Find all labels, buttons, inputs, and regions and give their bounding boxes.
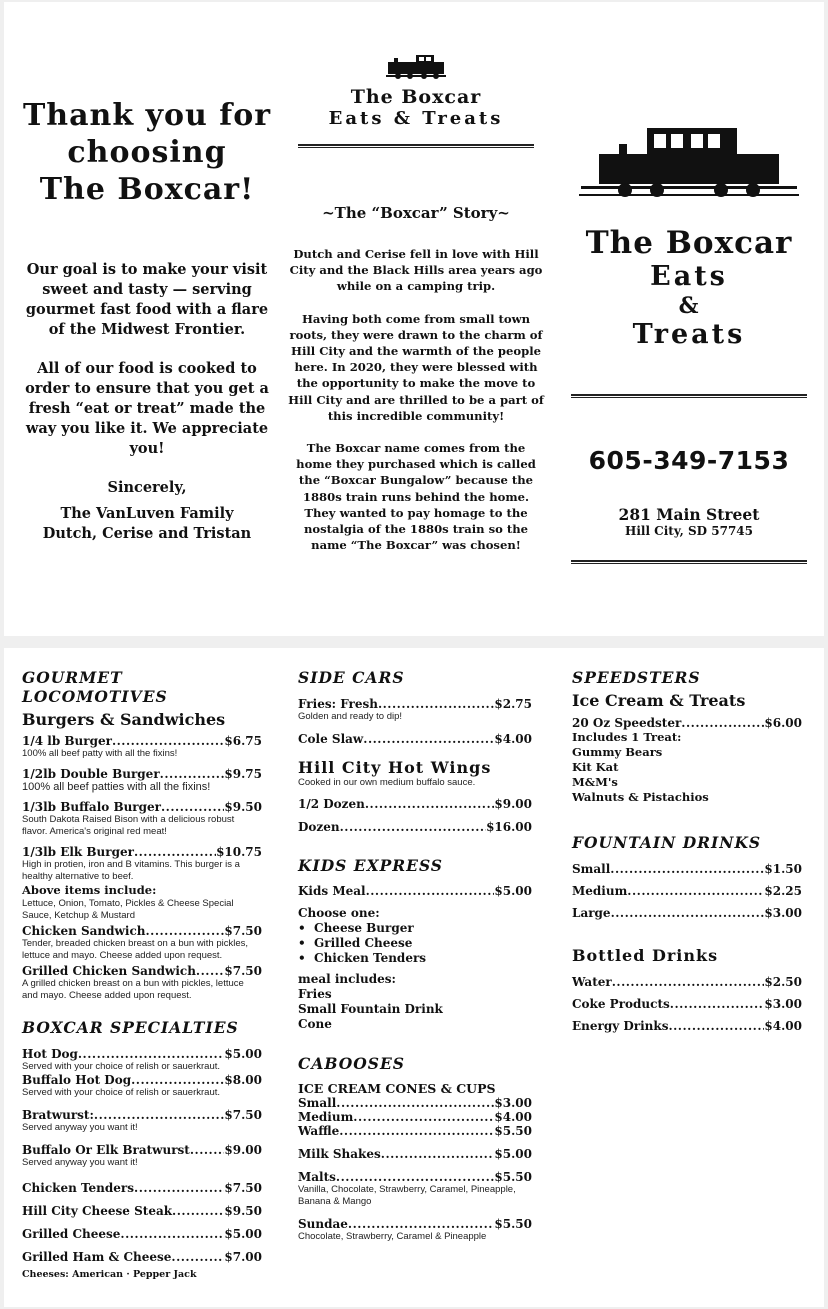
item-price: $4.00 [494, 1110, 532, 1124]
menu-inside [4, 648, 824, 1307]
item-name: Grilled Chicken Sandwich [22, 964, 196, 978]
menu-item [298, 732, 532, 746]
item-name: Large [572, 906, 611, 920]
menu-item [298, 1217, 532, 1243]
item-desc: Served with your choice of relish or sauerkraut. [22, 1087, 221, 1098]
thanks-line-1: Thank you for [22, 98, 272, 133]
item-price: $7.50 [224, 964, 262, 978]
kids-include: Cone [298, 1017, 332, 1031]
menu-item [22, 1227, 262, 1241]
kids-includes-title: meal includes: [298, 972, 396, 986]
story-paragraph-1: Dutch and Cerise fell in love with Hill City and the Black Hills area years ago while on a camping trip. [289, 247, 543, 294]
train-icon [386, 52, 446, 80]
item-name: Bratwurst: [22, 1108, 94, 1122]
item-price: $9.75 [224, 767, 262, 781]
menu-item [298, 797, 532, 811]
menu-item [572, 716, 802, 730]
menu-item [22, 1143, 262, 1169]
item-name: Small [572, 862, 611, 876]
kids-title: KIDS EXPRESS [298, 856, 443, 875]
treat-line: Gummy Bears [572, 745, 663, 759]
item-name: Hot Dog [22, 1047, 78, 1061]
cones-title: ICE CREAM CONES & CUPS [298, 1081, 496, 1096]
gourmet-title: GOURMET LOCOMOTIVES [22, 668, 168, 706]
thanks-line-3: The Boxcar! [39, 172, 255, 207]
goal-text: Our goal is to make your visit sweet and tasty — serving gourmet fast food with a flare of the Midwest Frontier. [25, 261, 269, 338]
menu-item [22, 734, 262, 760]
address-line-1: 281 Main Street [618, 505, 760, 524]
item-price: $5.00 [494, 1147, 532, 1161]
item-name: Water [572, 975, 612, 989]
story-paragraph-2: Having both come from small town roots, they were drawn to the charm of Hill City and the warmth of the people here. In 2020, they were blessed with the opportunity to make the move to Hill City and are thrilled to be a part of this incredible community! [288, 311, 544, 423]
item-name: 1/4 lb Burger [22, 734, 112, 748]
item-name: 1/3lb Buffalo Burger [22, 800, 161, 814]
specialties-list [22, 1047, 262, 1280]
menu-item [22, 767, 262, 793]
item-price: $4.00 [494, 732, 532, 746]
phone-number: 605-349-7153 [588, 446, 790, 475]
kids-choose: Choose one: [298, 906, 380, 920]
above-items-desc: Lettuce, Onion, Tomato, Pickles & Cheese Special Sauce, Ketchup & Mustard [22, 898, 234, 921]
item-desc: 100% all beef patty with all the fixins! [22, 748, 178, 759]
fountain-title: FOUNTAIN DRINKS [572, 833, 762, 852]
menu-item [22, 1181, 262, 1195]
item-name: Fries: Fresh [298, 697, 378, 711]
item-name: Dozen [298, 820, 340, 834]
item-desc: South Dakota Raised Bison with a delicious robust flavor. America's original red meat! [22, 814, 235, 837]
item-price: $3.00 [764, 997, 802, 1011]
menu-item [22, 845, 262, 883]
menu-item [22, 964, 262, 1002]
thanks-heading [22, 97, 272, 208]
item-desc: High in protien, iron and B vitamins. This burger is a healthy alternative to beef. [22, 859, 240, 882]
item-desc: Vanilla, Chocolate, Strawberry, Caramel, Pineapple, Banana & Mango [298, 1184, 516, 1207]
item-name: 1/2lb Double Burger [22, 767, 160, 781]
item-name: Coke Products [572, 997, 670, 1011]
menu-item [298, 820, 532, 834]
thanks-line-2: choosing [67, 135, 227, 170]
item-price: $3.00 [494, 1096, 532, 1110]
cover-divider-top [571, 394, 807, 398]
item-name: Energy Drinks [572, 1019, 669, 1033]
thanks-column [22, 97, 272, 544]
item-name: Buffalo Or Elk Bratwurst [22, 1143, 190, 1157]
speedsters-subtitle: Ice Cream & Treats [572, 691, 746, 710]
gourmet-subtitle: Burgers & Sandwiches [22, 710, 226, 729]
above-items-title: Above items include: [22, 883, 157, 897]
item-price: $3.00 [764, 906, 802, 920]
treat-line: Walnuts & Pistachios [572, 790, 709, 804]
item-desc: Served anyway you want it! [22, 1157, 138, 1168]
item-name: Cole Slaw [298, 732, 364, 746]
item-name: Milk Shakes [298, 1147, 381, 1161]
item-name: 20 Oz Speedster [572, 716, 682, 730]
bottled-title: Bottled Drinks [572, 946, 719, 965]
item-name: Medium [572, 884, 628, 898]
item-desc: Chocolate, Strawberry, Caramel & Pineapple [298, 1231, 487, 1242]
kids-choice: • Cheese Burger [298, 921, 414, 935]
item-price: $7.50 [224, 1108, 262, 1122]
menu-item [572, 1019, 802, 1033]
item-name: Chicken Tenders [22, 1181, 135, 1195]
menu-item [572, 862, 802, 876]
item-price: $5.50 [494, 1170, 532, 1184]
kids-choice: • Chicken Tenders [298, 951, 427, 965]
menu-item [572, 975, 802, 989]
menu-item [22, 1073, 262, 1099]
item-price: $5.50 [494, 1217, 532, 1231]
kids-include: Small Fountain Drink [298, 1002, 443, 1016]
brochure-outside [4, 2, 824, 636]
treat-line: Includes 1 Treat: [572, 730, 682, 744]
item-price: $5.50 [494, 1124, 532, 1138]
item-name: Chicken Sandwich [22, 924, 146, 938]
divider [298, 144, 534, 148]
menu-item [22, 1204, 262, 1218]
item-name: Sundae [298, 1217, 348, 1231]
treat-line: M&M's [572, 775, 618, 789]
item-price: $5.00 [224, 1047, 262, 1061]
item-price: $9.00 [494, 797, 532, 811]
family-members: Dutch, Cerise and Tristan [42, 525, 252, 542]
item-price: $9.00 [224, 1143, 262, 1157]
item-price: $4.00 [764, 1019, 802, 1033]
item-name: Grilled Ham & Cheese [22, 1250, 172, 1264]
item-name: Medium [298, 1110, 354, 1124]
item-price: $9.50 [224, 800, 262, 814]
item-name: Malts [298, 1170, 336, 1184]
address-line-2: Hill City, SD 57745 [624, 524, 754, 538]
menu-item [298, 1124, 532, 1138]
menu-item [22, 1047, 262, 1073]
story-text [288, 246, 544, 553]
locomotive-icon [579, 120, 799, 202]
menu-item [298, 1110, 532, 1124]
item-price: $9.50 [224, 1204, 262, 1218]
menu-item [298, 1147, 532, 1161]
family-name: The VanLuven Family [60, 505, 234, 522]
cabooses-title: CABOOSES [298, 1054, 405, 1073]
item-price: $2.25 [764, 884, 802, 898]
item-name: Kids Meal [298, 884, 366, 898]
specialties-title: BOXCAR SPECIALTIES [22, 1018, 239, 1037]
sincerely: Sincerely, [107, 479, 187, 496]
item-price: $7.50 [224, 924, 262, 938]
item-desc: Golden and ready to dip! [298, 711, 403, 722]
cover-column [564, 120, 814, 564]
item-price: $2.75 [494, 697, 532, 711]
mid-logo-title: The Boxcar [350, 86, 482, 108]
item-price: $5.00 [494, 884, 532, 898]
item-name: Hill City Cheese Steak [22, 1204, 173, 1218]
cover-title: The Boxcar [585, 225, 793, 261]
kids-choice: • Grilled Cheese [298, 936, 413, 950]
item-name: 1/3lb Elk Burger [22, 845, 134, 859]
cover-ampersand: & [678, 293, 700, 319]
story-title: ~The “Boxcar” Story~ [322, 204, 510, 222]
wings-desc: Cooked in our own medium buffalo sauce. [298, 777, 476, 788]
menu-item [572, 997, 802, 1011]
menu-item [22, 1108, 262, 1134]
menu-item [298, 884, 532, 898]
menu-item [22, 924, 262, 962]
menu-item [298, 697, 532, 723]
item-name: Waffle [298, 1124, 340, 1138]
item-desc: Served with your choice of relish or sauerkraut. [22, 1061, 221, 1072]
menu-item [572, 906, 802, 920]
story-paragraph-3: The Boxcar name comes from the home they purchased which is called the “Boxcar Bungalow” because the 1880s train runs behind the home. They wanted to pay homage to the nostalgia of the 1880s train so the name “The Boxcar” was chosen! [296, 441, 536, 553]
item-desc: Served anyway you want it! [22, 1122, 138, 1133]
item-name: 1/2 Dozen [298, 797, 365, 811]
item-price: $7.00 [224, 1250, 262, 1264]
menu-item [572, 884, 802, 898]
menu-item [298, 1170, 532, 1208]
mid-logo-subtitle: Eats & Treats [328, 108, 504, 129]
choice-label: Chicken Tenders [314, 951, 427, 965]
cooked-text: All of our food is cooked to order to ensure that you get a fresh “eat or treat” made the way you like it. We appreciate you! [25, 360, 269, 457]
choice-label: Grilled Cheese [314, 936, 413, 950]
item-price: $7.50 [224, 1181, 262, 1195]
choice-label: Cheese Burger [314, 921, 414, 935]
speedsters-title: SPEEDSTERS [572, 668, 701, 687]
item-desc: Tender, breaded chicken breast on a bun with pickles, lettuce and mayo. Cheese added upon request. [22, 938, 249, 961]
cheese-options: Cheeses: American · Pepper Jack [22, 1269, 197, 1280]
item-name: Grilled Cheese [22, 1227, 121, 1241]
item-price: $6.75 [224, 734, 262, 748]
item-price: $6.00 [764, 716, 802, 730]
item-desc: A grilled chicken breast on a bun with pickles, lettuce and mayo. Cheese added upon request. [22, 978, 244, 1001]
cover-treats: Treats [632, 319, 746, 350]
wings-title: Hill City Hot Wings [298, 758, 492, 777]
story-column [288, 52, 544, 569]
item-price: $2.50 [764, 975, 802, 989]
goal-text-block [22, 260, 272, 544]
item-price: $1.50 [764, 862, 802, 876]
item-name: Small [298, 1096, 337, 1110]
cover-eats: Eats [650, 261, 728, 292]
treat-line: Kit Kat [572, 760, 619, 774]
item-price: $10.75 [216, 845, 262, 859]
kids-include: Fries [298, 987, 332, 1001]
item-price: $5.00 [224, 1227, 262, 1241]
item-price: $8.00 [224, 1073, 262, 1087]
menu-column-1 [22, 668, 262, 1280]
menu-item [22, 800, 262, 838]
menu-column-3 [572, 668, 802, 1033]
menu-column-2 [298, 668, 532, 1243]
cover-divider-bottom [571, 560, 807, 564]
item-name: Buffalo Hot Dog [22, 1073, 132, 1087]
menu-item [22, 1250, 262, 1264]
side-cars-title: SIDE CARS [298, 668, 405, 687]
menu-item [298, 1096, 532, 1110]
item-price: $16.00 [486, 820, 532, 834]
item-desc: 100% all beef patties with all the fixins! [22, 781, 211, 793]
